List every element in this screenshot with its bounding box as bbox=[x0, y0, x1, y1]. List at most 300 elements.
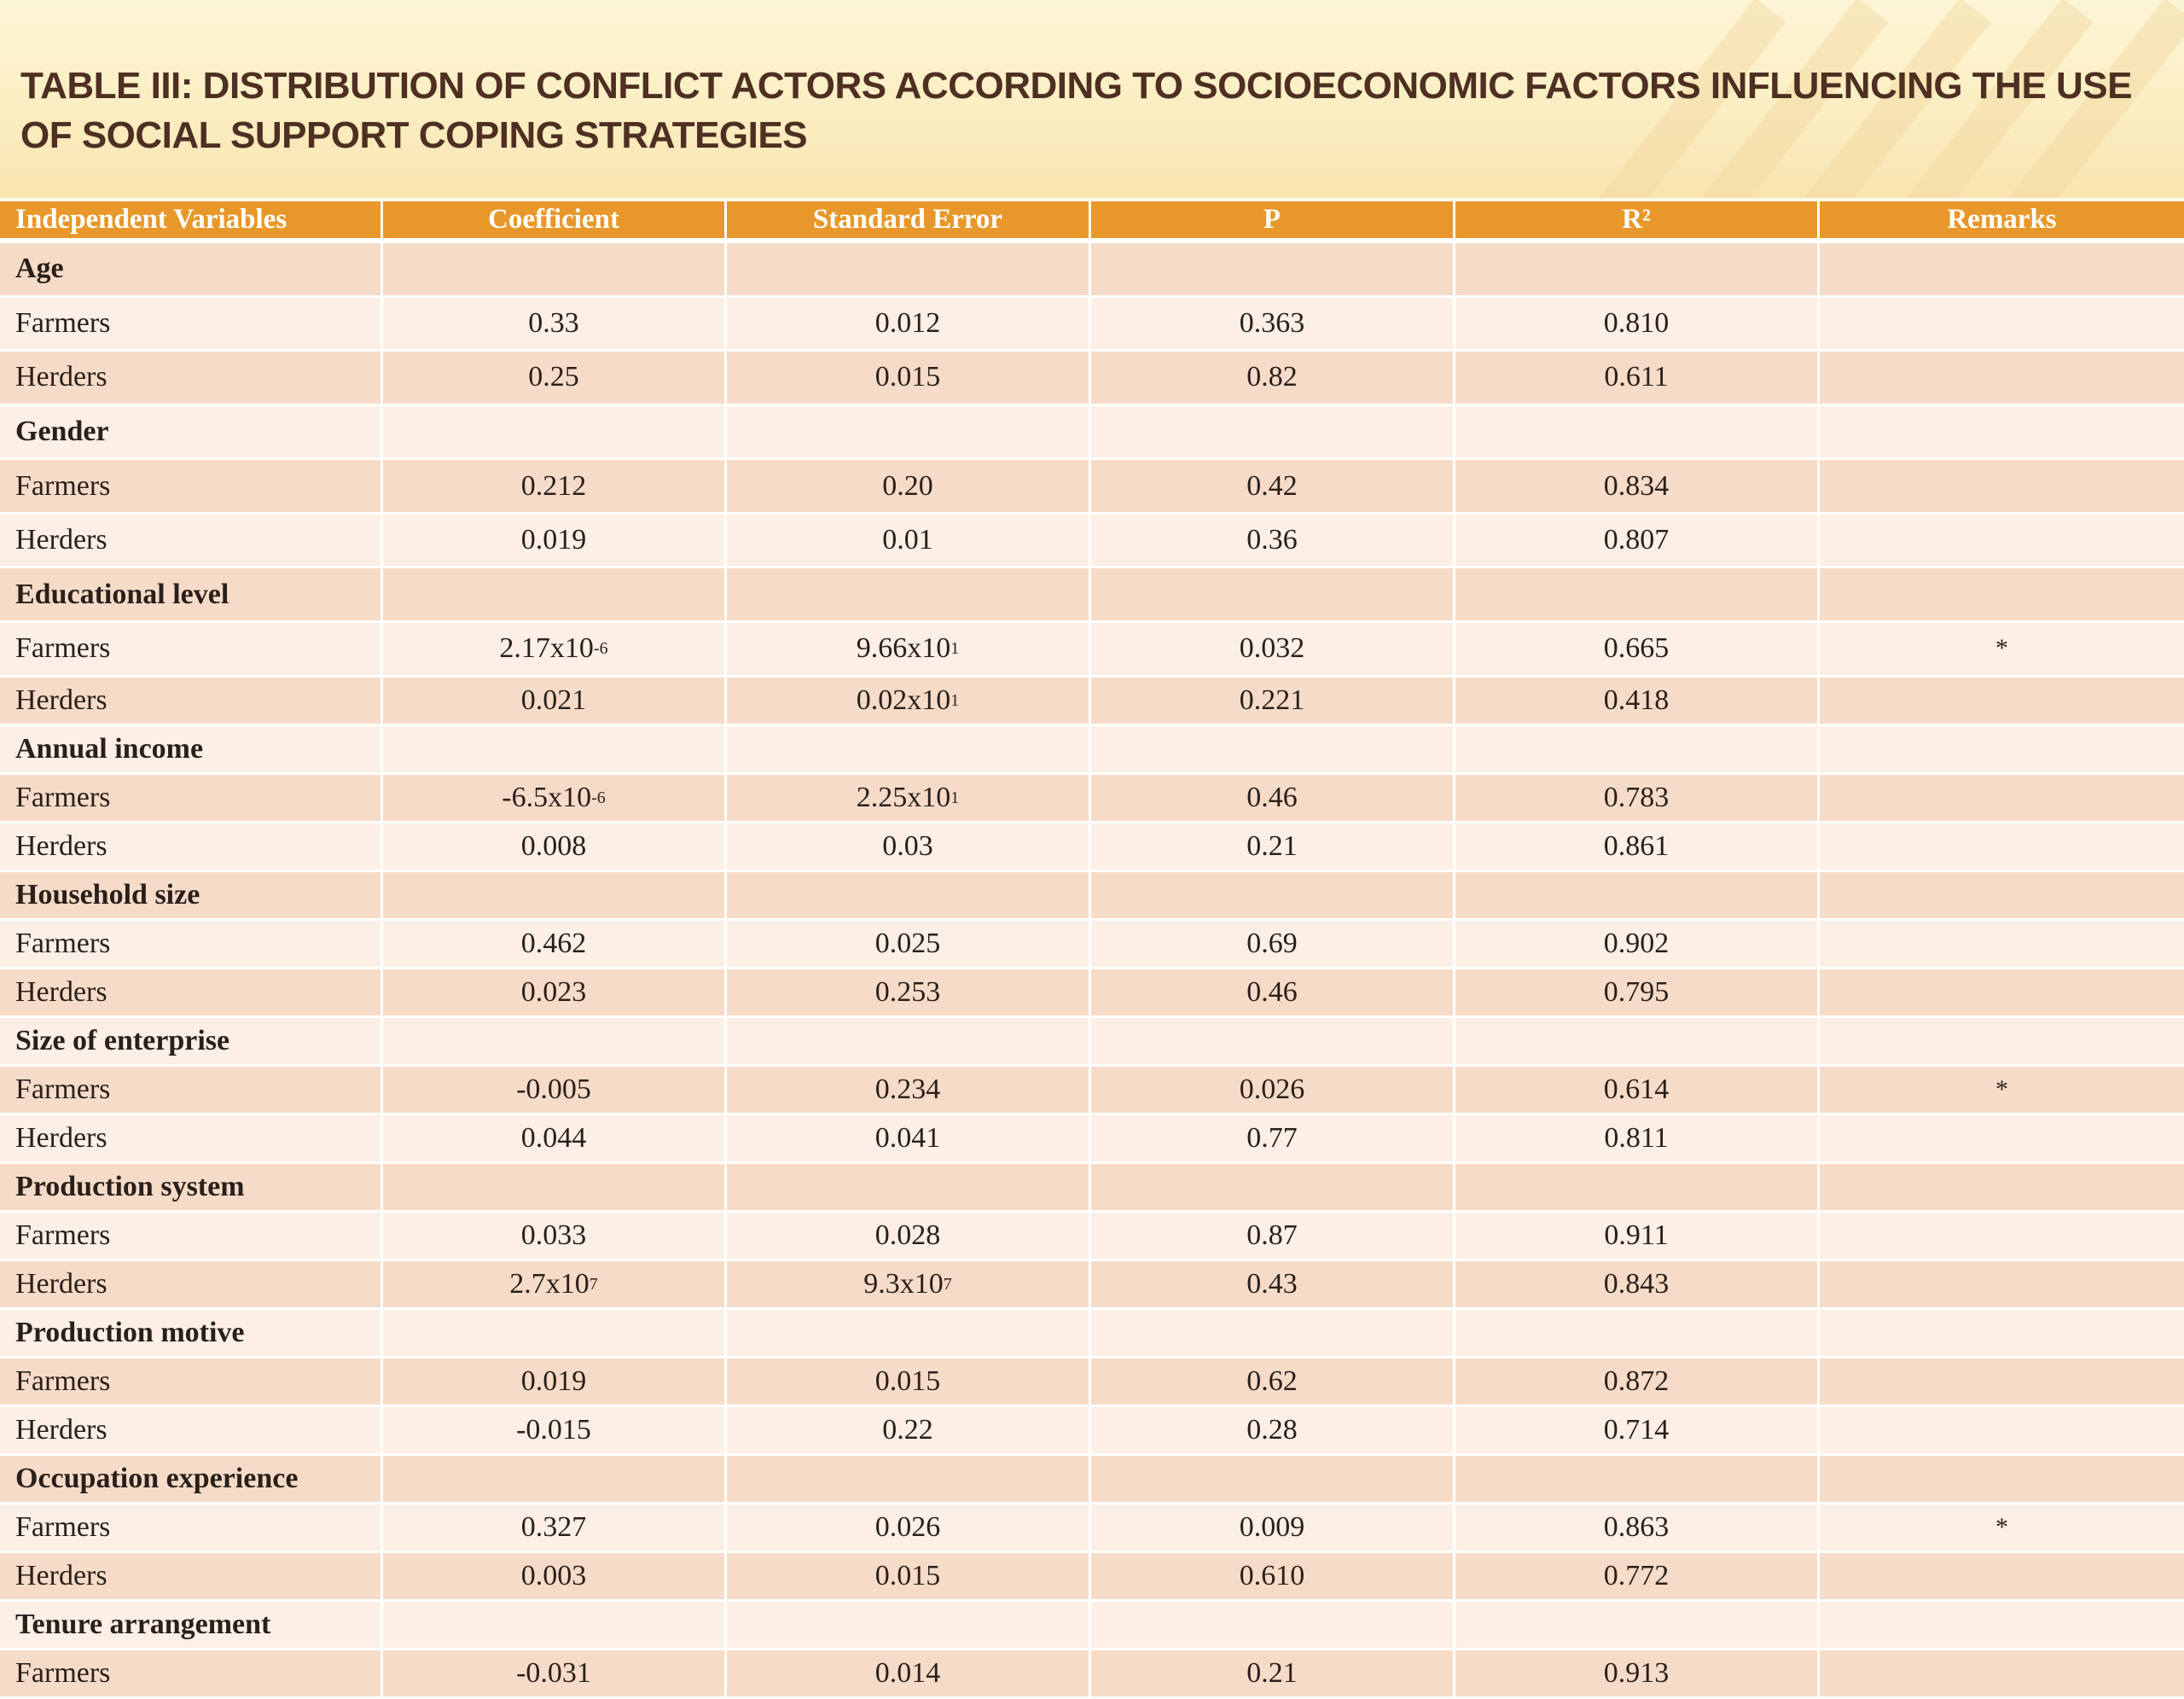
table-group-row bbox=[0, 1310, 2184, 1359]
r2-cell bbox=[1455, 1164, 1820, 1210]
label-value: Herders bbox=[15, 1121, 107, 1154]
remark-cell bbox=[1820, 1456, 2184, 1502]
p-value: 0.46 bbox=[1246, 975, 1298, 1008]
r2-cell bbox=[1455, 1407, 1820, 1453]
r2-value: 0.611 bbox=[1604, 361, 1669, 393]
p-cell bbox=[1091, 1359, 1455, 1405]
se-value: 2.25x10 bbox=[856, 781, 951, 813]
p-cell bbox=[1091, 352, 1455, 404]
coef-cell bbox=[383, 678, 727, 724]
se-value: 0.025 bbox=[874, 927, 941, 959]
coef-cell bbox=[383, 1164, 727, 1210]
r2-cell bbox=[1455, 726, 1820, 772]
p-cell bbox=[1091, 515, 1455, 567]
se-cell bbox=[727, 406, 1091, 458]
table-row bbox=[0, 1115, 2184, 1164]
se-cell bbox=[727, 1115, 1091, 1161]
label-value: Farmers bbox=[15, 1073, 111, 1105]
label-value: Farmers bbox=[15, 469, 111, 502]
coef-cell bbox=[383, 1650, 727, 1696]
se-value: 0.012 bbox=[874, 306, 941, 339]
se-cell bbox=[727, 352, 1091, 404]
r2-value: 0.810 bbox=[1603, 306, 1670, 339]
p-value: 0.77 bbox=[1246, 1121, 1298, 1154]
remark-cell bbox=[1820, 1359, 2184, 1405]
group-label bbox=[0, 1164, 383, 1210]
coef-cell bbox=[383, 1067, 727, 1113]
p-value: 0.221 bbox=[1239, 684, 1305, 716]
p-value: 0.21 bbox=[1246, 1657, 1298, 1690]
remark-value: * bbox=[1995, 1074, 2008, 1103]
coef-cell bbox=[383, 1456, 727, 1502]
table-header-row bbox=[0, 201, 2184, 243]
se-cell: 2.25x10 1 bbox=[727, 775, 1091, 821]
row-label bbox=[0, 775, 383, 821]
row-label bbox=[0, 969, 383, 1015]
remark-cell bbox=[1820, 568, 2184, 620]
table-row bbox=[0, 298, 2184, 352]
row-label bbox=[0, 623, 383, 675]
remark-cell bbox=[1820, 352, 2184, 404]
se-value: 0.22 bbox=[882, 1414, 933, 1446]
coef-cell bbox=[383, 243, 727, 295]
remark-cell bbox=[1820, 1115, 2184, 1161]
r2-value: 0.872 bbox=[1603, 1365, 1670, 1398]
se-cell bbox=[727, 1310, 1091, 1356]
table-group-row bbox=[0, 1018, 2184, 1067]
r2-cell bbox=[1455, 1261, 1820, 1307]
r2-cell bbox=[1455, 515, 1820, 567]
row-label bbox=[0, 1115, 383, 1161]
r2-cell bbox=[1455, 406, 1820, 458]
r2-value: 0.911 bbox=[1604, 1219, 1669, 1251]
page-title: TABLE III: DISTRIBUTION OF CONFLICT ACTORS ACCORDING TO SOCIOECONOMIC FACTORS INFLUENCING THE USE OF SOCIAL SUPPORT COPING STRATEGIES bbox=[20, 65, 2132, 156]
se-cell bbox=[727, 1407, 1091, 1453]
p-cell bbox=[1091, 298, 1455, 350]
row-label bbox=[0, 823, 383, 870]
p-value: 0.28 bbox=[1246, 1414, 1298, 1446]
p-cell bbox=[1091, 1261, 1455, 1307]
row-label bbox=[0, 1553, 383, 1599]
se-cell bbox=[727, 726, 1091, 772]
coef-cell bbox=[383, 726, 727, 772]
row-label bbox=[0, 352, 383, 404]
r2-cell bbox=[1455, 243, 1820, 295]
table-group-row bbox=[0, 243, 2184, 298]
r2-cell bbox=[1455, 568, 1820, 620]
remark-cell bbox=[1820, 969, 2184, 1015]
se-cell: 9.3x10 7 bbox=[727, 1261, 1091, 1307]
p-cell bbox=[1091, 872, 1455, 918]
r2-cell bbox=[1455, 872, 1820, 918]
table-row bbox=[0, 460, 2184, 515]
label-value: Farmers bbox=[15, 1657, 111, 1690]
p-cell bbox=[1091, 775, 1455, 821]
se-value: 0.01 bbox=[882, 524, 933, 556]
se-cell bbox=[727, 1602, 1091, 1648]
row-label bbox=[0, 515, 383, 567]
r2-cell bbox=[1455, 460, 1820, 512]
se-cell bbox=[727, 1213, 1091, 1259]
coef-cell bbox=[383, 1504, 727, 1551]
table-row bbox=[0, 921, 2184, 969]
coef-value: 0.044 bbox=[520, 1121, 587, 1154]
coef-cell: -6.5x10 -6 bbox=[383, 775, 727, 821]
p-cell bbox=[1091, 1115, 1455, 1161]
coef-cell bbox=[383, 1310, 727, 1356]
coef-value: -0.015 bbox=[516, 1414, 591, 1446]
remark-value: * bbox=[1995, 1513, 2008, 1542]
p-cell bbox=[1091, 568, 1455, 620]
p-cell bbox=[1091, 1067, 1455, 1113]
column-header: Remarks bbox=[1820, 201, 2184, 241]
p-cell bbox=[1091, 1018, 1455, 1064]
row-label bbox=[0, 1261, 383, 1307]
p-value: 0.69 bbox=[1246, 927, 1298, 959]
se-cell bbox=[727, 460, 1091, 512]
remark-cell bbox=[1820, 623, 2184, 675]
coef-cell: 2.17x10 -6 bbox=[383, 623, 727, 675]
table-group-row bbox=[0, 406, 2184, 461]
remark-cell bbox=[1820, 406, 2184, 458]
se-value: 0.028 bbox=[874, 1219, 941, 1251]
column-header: R² bbox=[1455, 201, 1820, 241]
se-cell bbox=[727, 921, 1091, 967]
r2-value: 0.783 bbox=[1603, 781, 1670, 813]
se-value: 0.02x10 bbox=[856, 684, 951, 716]
r2-value: 0.807 bbox=[1603, 524, 1670, 556]
r2-cell bbox=[1455, 1115, 1820, 1161]
coef-cell: 2.7x10 7 bbox=[383, 1261, 727, 1307]
p-cell bbox=[1091, 1164, 1455, 1210]
coef-value: 0.008 bbox=[520, 829, 587, 862]
coef-cell bbox=[383, 1115, 727, 1161]
label-value: Herders bbox=[15, 1414, 107, 1446]
label-value: Farmers bbox=[15, 1511, 111, 1544]
label-value: Herders bbox=[15, 361, 107, 393]
label-value: Herders bbox=[15, 684, 107, 716]
p-cell bbox=[1091, 1310, 1455, 1356]
coef-value: 2.7x10 bbox=[509, 1268, 590, 1300]
r2-cell bbox=[1455, 1067, 1820, 1113]
label-value: Herders bbox=[15, 829, 107, 862]
se-value: 0.253 bbox=[874, 975, 941, 1008]
coef-cell bbox=[383, 1407, 727, 1453]
label-value: Farmers bbox=[15, 632, 111, 665]
se-cell bbox=[727, 1067, 1091, 1113]
coef-cell bbox=[383, 872, 727, 918]
table-row bbox=[0, 678, 2184, 726]
remark-cell bbox=[1820, 1553, 2184, 1599]
r2-value: 0.913 bbox=[1603, 1657, 1670, 1690]
label-value: Herders bbox=[15, 1268, 107, 1300]
label-value: Age bbox=[15, 253, 64, 285]
p-cell bbox=[1091, 1553, 1455, 1599]
table-row bbox=[0, 1067, 2184, 1115]
r2-cell bbox=[1455, 969, 1820, 1015]
p-value: 0.610 bbox=[1239, 1560, 1305, 1592]
r2-cell bbox=[1455, 775, 1820, 821]
coef-cell bbox=[383, 1602, 727, 1648]
remark-cell bbox=[1820, 1602, 2184, 1648]
column-header: Standard Error bbox=[727, 201, 1091, 241]
table-body bbox=[0, 243, 2184, 1699]
label-value: Herders bbox=[15, 975, 107, 1008]
r2-cell bbox=[1455, 1650, 1820, 1696]
p-cell bbox=[1091, 406, 1455, 458]
group-label bbox=[0, 568, 383, 620]
group-label bbox=[0, 726, 383, 772]
remark-cell bbox=[1820, 515, 2184, 567]
table-row bbox=[0, 1553, 2184, 1602]
se-cell bbox=[727, 515, 1091, 567]
table-row bbox=[0, 623, 2184, 678]
coef-cell bbox=[383, 568, 727, 620]
p-cell bbox=[1091, 678, 1455, 724]
r2-cell bbox=[1455, 1213, 1820, 1259]
coef-value: 0.023 bbox=[520, 975, 587, 1008]
coef-cell bbox=[383, 1359, 727, 1405]
title-banner bbox=[0, 0, 2184, 198]
r2-cell bbox=[1455, 1310, 1820, 1356]
coef-value: -0.031 bbox=[516, 1657, 591, 1690]
remark-cell bbox=[1820, 1310, 2184, 1356]
se-value: 0.026 bbox=[874, 1511, 941, 1544]
p-cell bbox=[1091, 1650, 1455, 1696]
table-group-row bbox=[0, 1602, 2184, 1650]
label-value: Herders bbox=[15, 1560, 107, 1592]
table-group-row bbox=[0, 1164, 2184, 1213]
r2-cell bbox=[1455, 623, 1820, 675]
label-value: Farmers bbox=[15, 781, 111, 813]
table-row bbox=[0, 1650, 2184, 1699]
se-cell bbox=[727, 243, 1091, 295]
p-cell bbox=[1091, 1407, 1455, 1453]
p-cell bbox=[1091, 969, 1455, 1015]
coef-cell bbox=[383, 406, 727, 458]
p-value: 0.62 bbox=[1246, 1365, 1298, 1398]
remark-cell bbox=[1820, 243, 2184, 295]
table-row bbox=[0, 775, 2184, 823]
remark-cell bbox=[1820, 1407, 2184, 1453]
row-label bbox=[0, 298, 383, 350]
label-value: Farmers bbox=[15, 306, 111, 339]
se-cell: 0.02x10 1 bbox=[727, 678, 1091, 724]
remark-cell bbox=[1820, 921, 2184, 967]
p-cell bbox=[1091, 460, 1455, 512]
table-group-row bbox=[0, 726, 2184, 775]
se-value: 0.20 bbox=[882, 469, 933, 502]
remark-cell bbox=[1820, 823, 2184, 870]
label-value: Educational level bbox=[15, 578, 229, 610]
group-label bbox=[0, 1602, 383, 1648]
p-value: 0.46 bbox=[1246, 781, 1298, 813]
table-row bbox=[0, 515, 2184, 569]
se-value: 0.041 bbox=[874, 1121, 941, 1154]
se-value: 9.3x10 bbox=[863, 1268, 944, 1300]
label-value: Production system bbox=[15, 1170, 245, 1202]
column-header: Coefficient bbox=[383, 201, 727, 241]
se-cell bbox=[727, 1456, 1091, 1502]
coef-value: 0.003 bbox=[520, 1560, 587, 1592]
r2-value: 0.861 bbox=[1603, 829, 1670, 862]
coef-value: 0.019 bbox=[520, 524, 587, 556]
r2-value: 0.811 bbox=[1604, 1121, 1669, 1154]
p-cell bbox=[1091, 623, 1455, 675]
se-value: 0.014 bbox=[874, 1657, 941, 1690]
label-value: Gender bbox=[15, 416, 109, 448]
table-row bbox=[0, 1213, 2184, 1261]
label-value: Farmers bbox=[15, 1365, 111, 1398]
row-label bbox=[0, 678, 383, 724]
label-value: Herders bbox=[15, 524, 107, 556]
se-cell bbox=[727, 1650, 1091, 1696]
se-value: 0.234 bbox=[874, 1073, 941, 1105]
p-value: 0.026 bbox=[1239, 1073, 1305, 1105]
label-value: Size of enterprise bbox=[15, 1024, 230, 1056]
table-row bbox=[0, 1504, 2184, 1553]
se-cell bbox=[727, 1359, 1091, 1405]
remark-cell bbox=[1820, 1213, 2184, 1259]
remark-cell bbox=[1820, 1018, 2184, 1064]
r2-cell bbox=[1455, 921, 1820, 967]
r2-cell bbox=[1455, 1504, 1820, 1551]
se-value: 0.015 bbox=[874, 1365, 941, 1398]
row-label bbox=[0, 921, 383, 967]
p-value: 0.87 bbox=[1246, 1219, 1298, 1251]
coef-cell bbox=[383, 460, 727, 512]
table-group-row bbox=[0, 568, 2184, 623]
coef-cell bbox=[383, 515, 727, 567]
column-header: Independent Variables bbox=[0, 201, 383, 241]
column-header: P bbox=[1091, 201, 1455, 241]
table-row bbox=[0, 1407, 2184, 1456]
p-value: 0.42 bbox=[1246, 469, 1298, 502]
coef-value: 0.25 bbox=[528, 361, 579, 393]
p-cell bbox=[1091, 1504, 1455, 1551]
se-cell bbox=[727, 1164, 1091, 1210]
r2-value: 0.614 bbox=[1603, 1073, 1670, 1105]
coef-value: -0.005 bbox=[516, 1073, 591, 1105]
row-label bbox=[0, 1407, 383, 1453]
remark-value: * bbox=[1995, 634, 2008, 663]
r2-value: 0.902 bbox=[1603, 927, 1670, 959]
row-label bbox=[0, 1359, 383, 1405]
p-cell bbox=[1091, 1456, 1455, 1502]
r2-cell bbox=[1455, 1602, 1820, 1648]
se-cell: 9.66x10 1 bbox=[727, 623, 1091, 675]
label-value: Household size bbox=[15, 878, 200, 911]
remark-cell bbox=[1820, 298, 2184, 350]
se-value: 0.03 bbox=[882, 829, 933, 862]
label-value: Farmers bbox=[15, 1219, 111, 1251]
r2-value: 0.418 bbox=[1603, 684, 1670, 716]
remark-cell bbox=[1820, 1067, 2184, 1113]
p-value: 0.36 bbox=[1246, 524, 1298, 556]
table-group-row bbox=[0, 1456, 2184, 1504]
coef-value: 0.019 bbox=[520, 1365, 587, 1398]
row-label bbox=[0, 1504, 383, 1551]
remark-cell bbox=[1820, 1164, 2184, 1210]
data-table bbox=[0, 201, 2184, 1699]
se-cell bbox=[727, 568, 1091, 620]
r2-value: 0.843 bbox=[1603, 1268, 1670, 1300]
remark-cell bbox=[1820, 872, 2184, 918]
r2-cell bbox=[1455, 1553, 1820, 1599]
table-row bbox=[0, 1359, 2184, 1407]
coef-cell bbox=[383, 298, 727, 350]
r2-value: 0.863 bbox=[1603, 1511, 1670, 1544]
p-cell bbox=[1091, 921, 1455, 967]
p-value: 0.363 bbox=[1239, 306, 1305, 339]
se-cell bbox=[727, 969, 1091, 1015]
p-value: 0.82 bbox=[1246, 361, 1298, 393]
remark-cell bbox=[1820, 460, 2184, 512]
label-value: Production motive bbox=[15, 1317, 245, 1349]
r2-cell bbox=[1455, 1018, 1820, 1064]
coef-value: 2.17x10 bbox=[499, 632, 594, 665]
coef-value: 0.462 bbox=[520, 927, 587, 959]
remark-cell bbox=[1820, 678, 2184, 724]
coef-cell bbox=[383, 1018, 727, 1064]
p-value: 0.009 bbox=[1239, 1511, 1305, 1544]
row-label bbox=[0, 460, 383, 512]
r2-value: 0.714 bbox=[1603, 1414, 1670, 1446]
remark-cell bbox=[1820, 1650, 2184, 1696]
remark-cell bbox=[1820, 726, 2184, 772]
group-label bbox=[0, 1310, 383, 1356]
group-label bbox=[0, 243, 383, 295]
group-label bbox=[0, 872, 383, 918]
se-cell bbox=[727, 1553, 1091, 1599]
table-row bbox=[0, 1261, 2184, 1310]
se-cell bbox=[727, 1504, 1091, 1551]
group-label bbox=[0, 1018, 383, 1064]
group-label bbox=[0, 406, 383, 458]
row-label bbox=[0, 1067, 383, 1113]
coef-cell bbox=[383, 823, 727, 870]
p-cell bbox=[1091, 243, 1455, 295]
se-cell bbox=[727, 872, 1091, 918]
se-cell bbox=[727, 298, 1091, 350]
r2-value: 0.834 bbox=[1603, 469, 1670, 502]
remark-cell bbox=[1820, 1504, 2184, 1551]
r2-cell bbox=[1455, 823, 1820, 870]
se-value: 0.015 bbox=[874, 1560, 941, 1592]
r2-cell bbox=[1455, 678, 1820, 724]
coef-value: 0.212 bbox=[520, 469, 587, 502]
r2-cell bbox=[1455, 298, 1820, 350]
coef-value: 0.021 bbox=[520, 684, 587, 716]
remark-cell bbox=[1820, 1261, 2184, 1307]
row-label bbox=[0, 1213, 383, 1259]
r2-value: 0.772 bbox=[1603, 1560, 1670, 1592]
p-cell bbox=[1091, 823, 1455, 870]
coef-cell bbox=[383, 1553, 727, 1599]
table-row bbox=[0, 823, 2184, 872]
row-label bbox=[0, 1650, 383, 1696]
r2-value: 0.795 bbox=[1603, 975, 1670, 1008]
r2-cell bbox=[1455, 1359, 1820, 1405]
se-value: 9.66x10 bbox=[856, 632, 951, 665]
p-cell bbox=[1091, 726, 1455, 772]
table-row bbox=[0, 352, 2184, 406]
coef-value: 0.033 bbox=[520, 1219, 587, 1251]
p-value: 0.21 bbox=[1246, 829, 1298, 862]
r2-value: 0.665 bbox=[1603, 632, 1670, 665]
p-cell bbox=[1091, 1213, 1455, 1259]
table-group-row bbox=[0, 872, 2184, 921]
